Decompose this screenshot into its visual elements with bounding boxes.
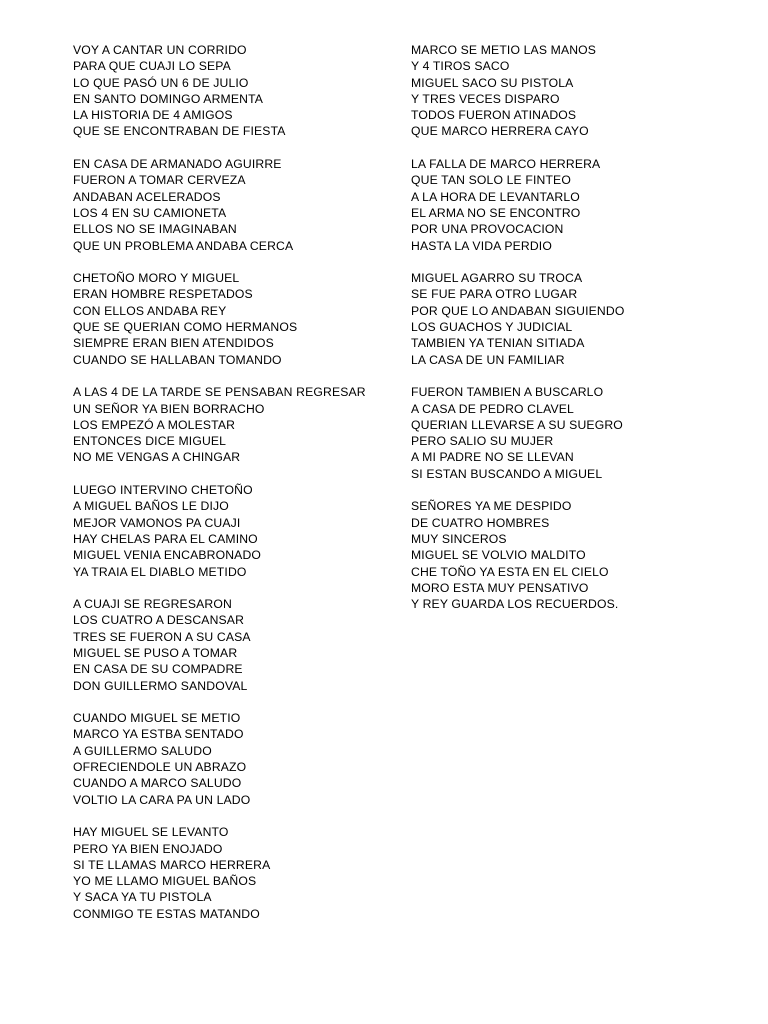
lyric-line: CUANDO MIGUEL SE METIO — [73, 711, 241, 726]
lyric-line: VOLTIO LA CARA PA UN LADO — [73, 792, 251, 807]
lyric-line: DON GUILLERMO SANDOVAL — [73, 678, 248, 693]
lyric-line: MARCO YA ESTBA SENTADO — [73, 727, 244, 742]
lyric-line: SI TE LLAMAS MARCO HERRERA — [73, 857, 271, 872]
lyrics-right-column — [411, 42, 741, 629]
lyric-line: TRES SE FUERON A SU CASA — [73, 629, 251, 644]
lyric-line: HASTA LA VIDA PERDIO — [411, 238, 552, 253]
lyric-line: SI ESTAN BUSCANDO A MIGUEL — [411, 466, 603, 481]
stanza — [73, 270, 393, 368]
lyric-line: MUY SINCEROS — [411, 531, 507, 546]
lyric-line: TODOS FUERON ATINADOS — [411, 108, 577, 123]
lyric-line: POR QUE LO ANDABAN SIGUIENDO — [411, 303, 625, 318]
lyric-line: QUERIAN LLEVARSE A SU SUEGRO — [411, 417, 623, 432]
lyric-line: LA CASA DE UN FAMILIAR — [411, 352, 565, 367]
stanza — [73, 710, 393, 808]
lyric-line: NO ME VENGAS A CHINGAR — [73, 450, 241, 465]
lyric-line: QUE SE QUERIAN COMO HERMANOS — [73, 320, 298, 335]
lyric-line: YA TRAIA EL DIABLO METIDO — [73, 564, 247, 579]
lyric-line: LA HISTORIA DE 4 AMIGOS — [73, 108, 233, 123]
lyric-line: DE CUATRO HOMBRES — [411, 515, 550, 530]
lyric-line: MIGUEL AGARRO SU TROCA — [411, 271, 583, 286]
lyric-line: QUE MARCO HERRERA CAYO — [411, 124, 589, 139]
lyric-line: ELLOS NO SE IMAGINABAN — [73, 222, 237, 237]
lyric-line: Y REY GUARDA LOS RECUERDOS. — [411, 597, 619, 612]
lyric-line: EN CASA DE ARMANADO AGUIRRE — [73, 157, 282, 172]
lyric-line: EN CASA DE SU COMPADRE — [73, 662, 243, 677]
lyric-line: Y TRES VECES DISPARO — [411, 91, 560, 106]
lyric-line: MIGUEL SE PUSO A TOMAR — [73, 645, 238, 660]
lyric-line: CONMIGO TE ESTAS MATANDO — [73, 906, 260, 921]
lyric-line: EL ARMA NO SE ENCONTRO — [411, 205, 581, 220]
lyric-line: LOS EMPEZÓ A MOLESTAR — [73, 417, 236, 432]
lyric-line: A LAS 4 DE LA TARDE SE PENSABAN REGRESAR — [73, 385, 366, 400]
lyric-line: EN SANTO DOMINGO ARMENTA — [73, 91, 264, 106]
lyric-line: PERO SALIO SU MUJER — [411, 434, 554, 449]
stanza — [411, 498, 741, 612]
lyric-line: LOS 4 EN SU CAMIONETA — [73, 205, 227, 220]
lyric-line: OFRECIENDOLE UN ABRAZO — [73, 760, 247, 775]
lyric-line: QUE TAN SOLO LE FINTEO — [411, 173, 571, 188]
lyric-line: HAY CHELAS PARA EL CAMINO — [73, 531, 258, 546]
lyric-line: ERAN HOMBRE RESPETADOS — [73, 287, 253, 302]
lyric-line: CUANDO SE HALLABAN TOMANDO — [73, 352, 282, 367]
stanza — [73, 384, 393, 465]
stanza — [73, 824, 393, 922]
lyric-line: YO ME LLAMO MIGUEL BAÑOS — [73, 874, 257, 889]
lyric-line: CUANDO A MARCO SALUDO — [73, 776, 242, 791]
lyric-line: HAY MIGUEL SE LEVANTO — [73, 825, 229, 840]
stanza — [411, 384, 741, 482]
lyric-line: CHE TOÑO YA ESTA EN EL CIELO — [411, 564, 609, 579]
lyric-line: VOY A CANTAR UN CORRIDO — [73, 43, 247, 57]
lyric-line: A GUILLERMO SALUDO — [73, 743, 212, 758]
lyric-line: Y SACA YA TU PISTOLA — [73, 890, 212, 905]
lyric-line: LUEGO INTERVINO CHETOÑO — [73, 483, 253, 498]
stanza — [73, 482, 393, 580]
lyric-line: A LA HORA DE LEVANTARLO — [411, 189, 580, 204]
lyric-line: SEÑORES YA ME DESPIDO — [411, 499, 572, 514]
lyric-line: ENTONCES DICE MIGUEL — [73, 434, 227, 449]
stanza — [73, 596, 393, 694]
lyric-line: CON ELLOS ANDABA REY — [73, 303, 227, 318]
lyrics-left-column — [73, 42, 393, 938]
lyric-line: A CASA DE PEDRO CLAVEL — [411, 401, 574, 416]
lyric-line: ANDABAN ACELERADOS — [73, 189, 221, 204]
stanza — [73, 42, 393, 140]
lyric-line: PARA QUE CUAJI LO SEPA — [73, 59, 231, 74]
lyric-line: MIGUEL SE VOLVIO MALDITO — [411, 548, 586, 563]
stanza — [411, 156, 741, 254]
lyric-line: LOS CUATRO A DESCANSAR — [73, 613, 245, 628]
stanza — [73, 156, 393, 254]
lyric-line: CHETOÑO MORO Y MIGUEL — [73, 271, 240, 286]
lyric-line: POR UNA PROVOCACION — [411, 222, 564, 237]
lyric-line: FUERON A TOMAR CERVEZA — [73, 173, 246, 188]
lyric-line: A MI PADRE NO SE LLEVAN — [411, 450, 574, 465]
lyric-line: FUERON TAMBIEN A BUSCARLO — [411, 385, 604, 400]
lyric-line: MIGUEL VENIA ENCABRONADO — [73, 548, 262, 563]
lyric-line: LA FALLA DE MARCO HERRERA — [411, 157, 601, 172]
lyric-line: MEJOR VAMONOS PA CUAJI — [73, 515, 241, 530]
lyric-line: SE FUE PARA OTRO LUGAR — [411, 287, 578, 302]
lyric-line: LO QUE PASÓ UN 6 DE JULIO — [73, 75, 249, 90]
lyric-line: TAMBIEN YA TENIAN SITIADA — [411, 336, 585, 351]
stanza — [411, 42, 741, 140]
lyric-line: Y 4 TIROS SACO — [411, 59, 510, 74]
lyric-line: SIEMPRE ERAN BIEN ATENDIDOS — [73, 336, 274, 351]
lyric-line: A MIGUEL BAÑOS LE DIJO — [73, 499, 229, 514]
lyric-line: MARCO SE METIO LAS MANOS — [411, 43, 597, 57]
lyric-line: UN SEÑOR YA BIEN BORRACHO — [73, 401, 265, 416]
lyric-line: A CUAJI SE REGRESARON — [73, 597, 232, 612]
lyric-line: LOS GUACHOS Y JUDICIAL — [411, 320, 573, 335]
lyric-line: PERO YA BIEN ENOJADO — [73, 841, 223, 856]
lyric-line: QUE SE ENCONTRABAN DE FIESTA — [73, 124, 286, 139]
lyric-line: MIGUEL SACO SU PISTOLA — [411, 75, 574, 90]
lyric-line: QUE UN PROBLEMA ANDABA CERCA — [73, 238, 294, 253]
lyric-line: MORO ESTA MUY PENSATIVO — [411, 580, 589, 595]
stanza — [411, 270, 741, 368]
